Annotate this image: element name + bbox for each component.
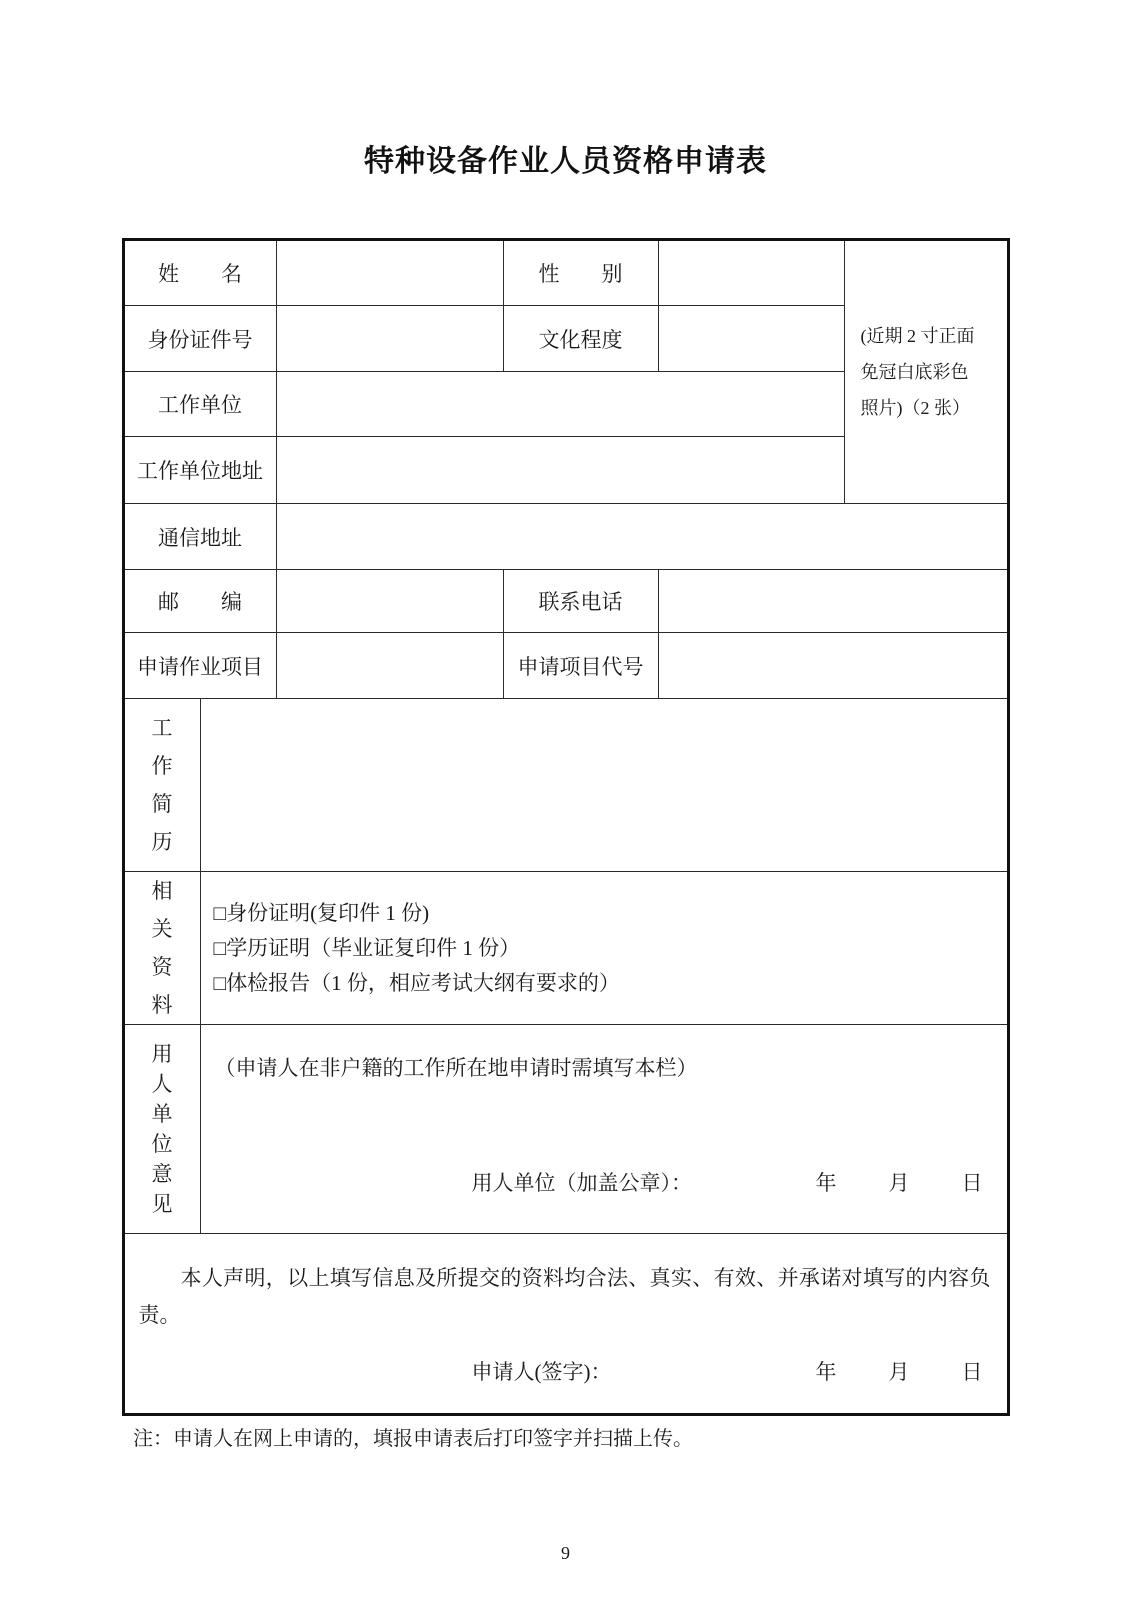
employer-opinion-content: [201, 1028, 1007, 1231]
applicant-signature-label: 申请人(签字)：: [471, 1359, 612, 1384]
work-history-label-cell: [123, 699, 200, 872]
photo-note-line: 免冠白底彩色: [860, 362, 969, 382]
postal-code-label: 邮 编: [123, 570, 276, 633]
work-history-content-cell: [200, 699, 1008, 872]
applied-operation-item-label: 申请作业项目: [123, 633, 276, 699]
phone-value-cell: [658, 570, 1008, 633]
employer-opinion-content-cell: [200, 1025, 1008, 1234]
employer-opinion-label-cell: [123, 1025, 200, 1234]
row-declaration: [123, 1234, 1008, 1415]
applicant-signature-line: [125, 1356, 1007, 1386]
month-label: 月: [888, 1359, 910, 1384]
material-item-label: 学历证明（毕业证复印件 1 份）: [226, 935, 521, 960]
name-label: 姓 名: [123, 240, 276, 306]
material-item: [214, 896, 997, 931]
row-employer-opinion: [123, 1025, 1008, 1234]
row-name-gender: [123, 240, 1008, 306]
id-number-label: 身份证件号: [123, 306, 276, 372]
checkbox-icon: □: [213, 935, 227, 960]
footnote: 注：申请人在网上申请的，填报申请表后打印签字并扫描上传。: [133, 1428, 693, 1450]
postal-code-value-cell: [276, 570, 503, 633]
row-related-materials: [123, 872, 1008, 1025]
declaration-content: [125, 1236, 1007, 1412]
photo-note: [861, 318, 1001, 426]
applied-operation-item-value-cell: [276, 633, 503, 699]
application-form-table: [122, 238, 1010, 1416]
day-label: 日: [961, 1170, 983, 1195]
applicant-date-fields: [816, 1356, 983, 1386]
material-item-label: 身份证明(复印件 1 份): [226, 900, 430, 925]
phone-label: 联系电话: [503, 570, 658, 633]
row-applied-project: [123, 633, 1008, 699]
education-value-cell: [658, 306, 844, 372]
applied-item-code-value-cell: [658, 633, 1008, 699]
employer-seal-label: 用人单位（加盖公章）：: [471, 1170, 692, 1195]
related-materials-label-cell: [123, 872, 200, 1025]
material-item: [214, 931, 997, 966]
photo-cell: [844, 240, 1008, 504]
photo-note-line: 照片)（2 张）: [860, 398, 970, 418]
declaration-text: 本人声明，以上填写信息及所提交的资料均合法、真实、有效、并承诺对填写的内容负责。: [138, 1265, 991, 1327]
photo-note-line: (近期 2 寸正面: [860, 326, 975, 346]
checkbox-icon: □: [213, 970, 227, 995]
employer-date-fields: [816, 1167, 983, 1197]
education-label: 文化程度: [503, 306, 658, 372]
employer-seal-line: [201, 1167, 1007, 1197]
checkbox-icon: □: [213, 900, 227, 925]
employer-address-label: 工作单位地址: [123, 437, 276, 504]
day-label: 日: [961, 1359, 983, 1384]
gender-label: 性 别: [503, 240, 658, 306]
name-value-cell: [276, 240, 503, 306]
row-postcode-phone: [123, 570, 1008, 633]
employer-label: 工作单位: [123, 372, 276, 437]
row-work-history: [123, 699, 1008, 872]
row-mailing-address: [123, 504, 1008, 570]
employer-address-value-cell: [276, 437, 844, 504]
related-materials-content-cell: [200, 872, 1008, 1025]
related-materials-label: 相关资料: [151, 879, 173, 1017]
year-label: 年: [815, 1170, 837, 1195]
declaration-cell: [123, 1234, 1008, 1415]
month-label: 月: [888, 1170, 910, 1195]
form-title: 特种设备作业人员资格申请表: [364, 145, 767, 178]
material-item-label: 体检报告（1 份，相应考试大纲有要求的）: [226, 970, 620, 995]
work-history-label: 工作简历: [151, 716, 173, 854]
page-number: 9: [561, 1543, 570, 1563]
employer-value-cell: [276, 372, 844, 437]
year-label: 年: [815, 1359, 837, 1384]
employer-opinion-label: 用人单位意见: [151, 1042, 173, 1216]
applied-item-code-label: 申请项目代号: [503, 633, 658, 699]
gender-value-cell: [658, 240, 844, 306]
material-item: [214, 966, 997, 1001]
mailing-address-label: 通信地址: [123, 504, 276, 570]
employer-opinion-note: （申请人在非户籍的工作所在地申请时需填写本栏）: [214, 1055, 698, 1080]
mailing-address-value-cell: [276, 504, 1008, 570]
id-number-value-cell: [276, 306, 503, 372]
